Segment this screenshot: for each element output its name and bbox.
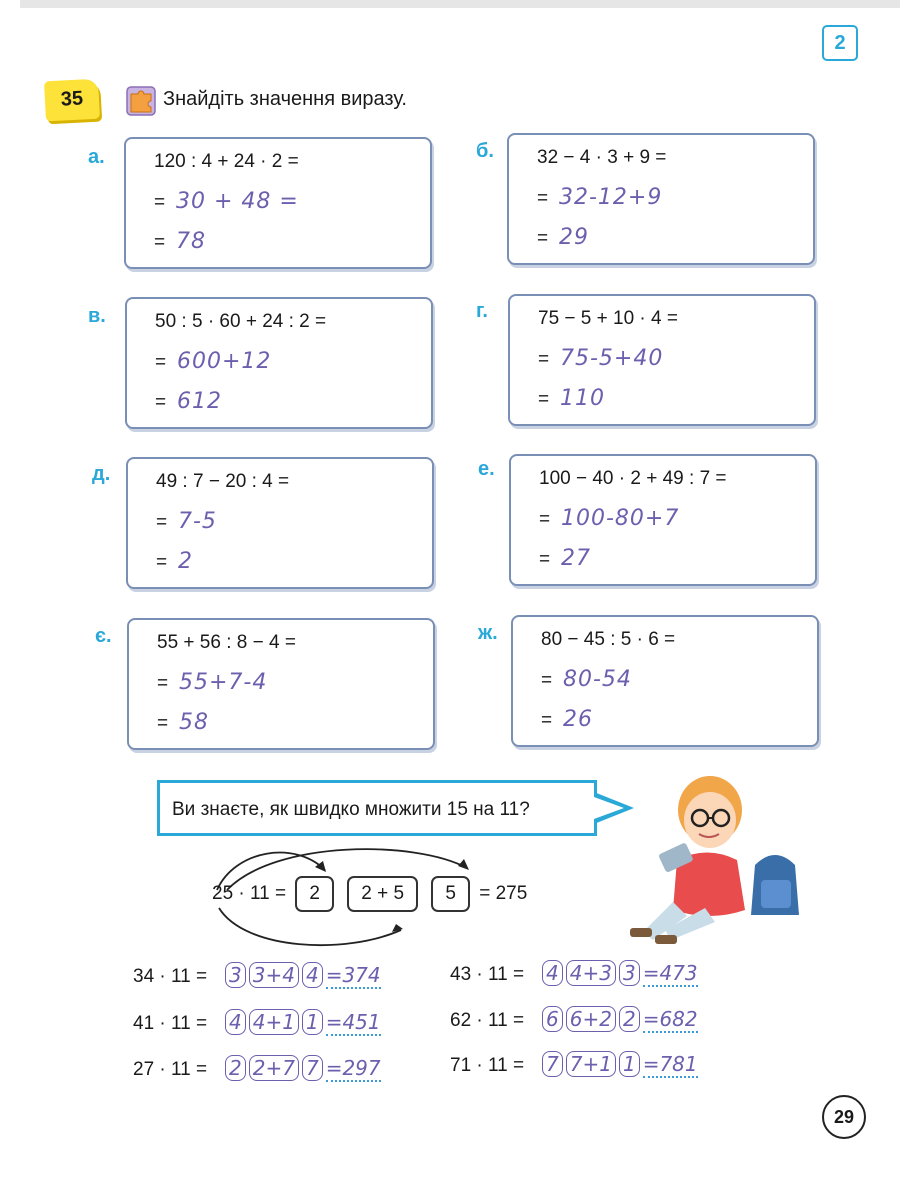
equals-sign: =	[155, 392, 167, 413]
expression: 80 − 45 : 5 · 6 =	[541, 629, 676, 650]
multiplication-expression: 71 · 11 =	[450, 1055, 525, 1076]
handwritten-box: 3	[225, 962, 246, 988]
handwritten-step: 100-80+7	[561, 506, 680, 531]
handwritten-box: 7+1	[566, 1051, 616, 1077]
handwritten-box: 1	[619, 1051, 640, 1077]
expression: 50 : 5 · 60 + 24 : 2 =	[155, 311, 327, 332]
handwritten-box: 4+1	[249, 1009, 299, 1035]
handwritten-step: 75-5+40	[560, 346, 664, 371]
handwritten-box: 4	[302, 962, 323, 988]
multiplication-row	[133, 1009, 381, 1035]
expression: 32 − 4 · 3 + 9 =	[537, 147, 667, 168]
handwritten-box: 4	[225, 1009, 246, 1035]
equals-sign: =	[537, 188, 549, 209]
handwritten-box: 2	[619, 1006, 640, 1032]
multiplication-expression: 62 · 11 =	[450, 1010, 525, 1031]
expression: 100 − 40 · 2 + 49 : 7 =	[539, 468, 727, 489]
exercise-label-d: д.	[92, 463, 111, 485]
exercise-box-ye	[127, 618, 435, 750]
exercise-box-v	[125, 297, 433, 429]
handwritten-result: =473	[642, 961, 698, 985]
equals-sign: =	[154, 192, 166, 213]
handwritten-box: 7	[542, 1051, 563, 1077]
handwritten-answer: 29	[559, 225, 589, 250]
handwritten-answer: 26	[563, 707, 593, 732]
equals-sign: =	[157, 713, 169, 734]
boy-illustration	[615, 770, 815, 950]
handwritten-answer: 110	[560, 386, 605, 411]
handwritten-box: 6+2	[566, 1006, 616, 1032]
equals-sign: =	[538, 389, 550, 410]
equals-sign: =	[541, 670, 553, 691]
handwritten-box: 6	[542, 1006, 563, 1032]
exercise-box-d	[126, 457, 434, 589]
exercise-box-e	[509, 454, 817, 586]
page-number: 29	[822, 1095, 866, 1139]
handwritten-step: 600+12	[177, 349, 272, 374]
handwritten-box: 4+3	[566, 960, 616, 986]
equals-sign: =	[154, 232, 166, 253]
handwritten-answer: 2	[178, 549, 193, 574]
equals-sign: =	[538, 349, 550, 370]
puzzle-icon	[126, 86, 156, 116]
handwritten-answer: 58	[179, 710, 209, 735]
multiplication-row	[450, 1006, 698, 1032]
handwritten-box: 3	[619, 960, 640, 986]
handwritten-box: 2+7	[249, 1055, 299, 1081]
task-number-badge: 35	[44, 79, 100, 122]
equals-sign: =	[539, 549, 551, 570]
expression: 75 − 5 + 10 · 4 =	[538, 308, 678, 329]
speech-bubble: Ви знаєте, як швидко множити 15 на 11?	[157, 780, 597, 836]
equals-sign: =	[541, 710, 553, 731]
handwritten-step: 32-12+9	[559, 185, 663, 210]
handwritten-step: 7-5	[178, 509, 217, 534]
equals-sign: =	[155, 352, 167, 373]
exercise-label-ye: є.	[95, 625, 112, 647]
multiplication-expression: 34 · 11 =	[133, 966, 208, 987]
handwritten-answer: 27	[561, 546, 591, 571]
handwritten-result: =682	[642, 1007, 698, 1031]
expression: 120 : 4 + 24 · 2 =	[154, 151, 299, 172]
exercise-label-zh: ж.	[478, 622, 498, 644]
handwritten-box: 3+4	[249, 962, 299, 988]
chapter-badge: 2	[822, 25, 858, 61]
handwritten-box: 4	[542, 960, 563, 986]
handwritten-step: 30 + 48 =	[176, 189, 299, 214]
equals-sign: =	[539, 509, 551, 530]
exercise-box-b	[507, 133, 815, 265]
handwritten-answer: 612	[177, 389, 222, 414]
multiplication-row	[133, 962, 381, 988]
multiplication-row	[133, 1055, 381, 1081]
example-box-first: 2	[295, 876, 334, 912]
example-prefix: 25 · 11 =	[212, 883, 287, 904]
multiplication-expression: 43 · 11 =	[450, 964, 525, 985]
multiplication-expression: 41 · 11 =	[133, 1013, 208, 1034]
handwritten-answer: 78	[176, 229, 206, 254]
multiplication-row	[450, 960, 698, 986]
exercise-box-h	[508, 294, 816, 426]
example-result: = 275	[479, 883, 528, 904]
handwritten-step: 55+7-4	[179, 670, 268, 695]
handwritten-result: =374	[325, 963, 381, 987]
exercise-label-h: г.	[476, 300, 488, 322]
handwritten-box: 7	[302, 1055, 323, 1081]
handwritten-box: 2	[225, 1055, 246, 1081]
equals-sign: =	[537, 228, 549, 249]
expression: 49 : 7 − 20 : 4 =	[156, 471, 290, 492]
top-bar	[20, 0, 900, 8]
equals-sign: =	[157, 673, 169, 694]
exercise-label-e: е.	[478, 458, 495, 480]
exercise-box-zh	[511, 615, 819, 747]
task-instruction: Знайдіть значення виразу.	[163, 88, 407, 110]
multiplication-row	[450, 1051, 698, 1077]
multiplication-expression: 27 · 11 =	[133, 1059, 208, 1080]
equals-sign: =	[156, 512, 168, 533]
example-box-last: 5	[431, 876, 470, 912]
exercise-label-a: а.	[88, 146, 105, 168]
handwritten-result: =297	[325, 1056, 381, 1080]
exercise-label-v: в.	[88, 305, 106, 327]
expression: 55 + 56 : 8 − 4 =	[157, 632, 296, 653]
exercise-box-a	[124, 137, 432, 269]
handwritten-step: 80-54	[563, 667, 632, 692]
handwritten-result: =781	[642, 1052, 698, 1076]
example-row	[212, 876, 527, 912]
handwritten-box: 1	[302, 1009, 323, 1035]
example-box-sum: 2 + 5	[347, 876, 418, 912]
equals-sign: =	[156, 552, 168, 573]
handwritten-result: =451	[325, 1010, 381, 1034]
exercise-label-b: б.	[476, 140, 494, 162]
